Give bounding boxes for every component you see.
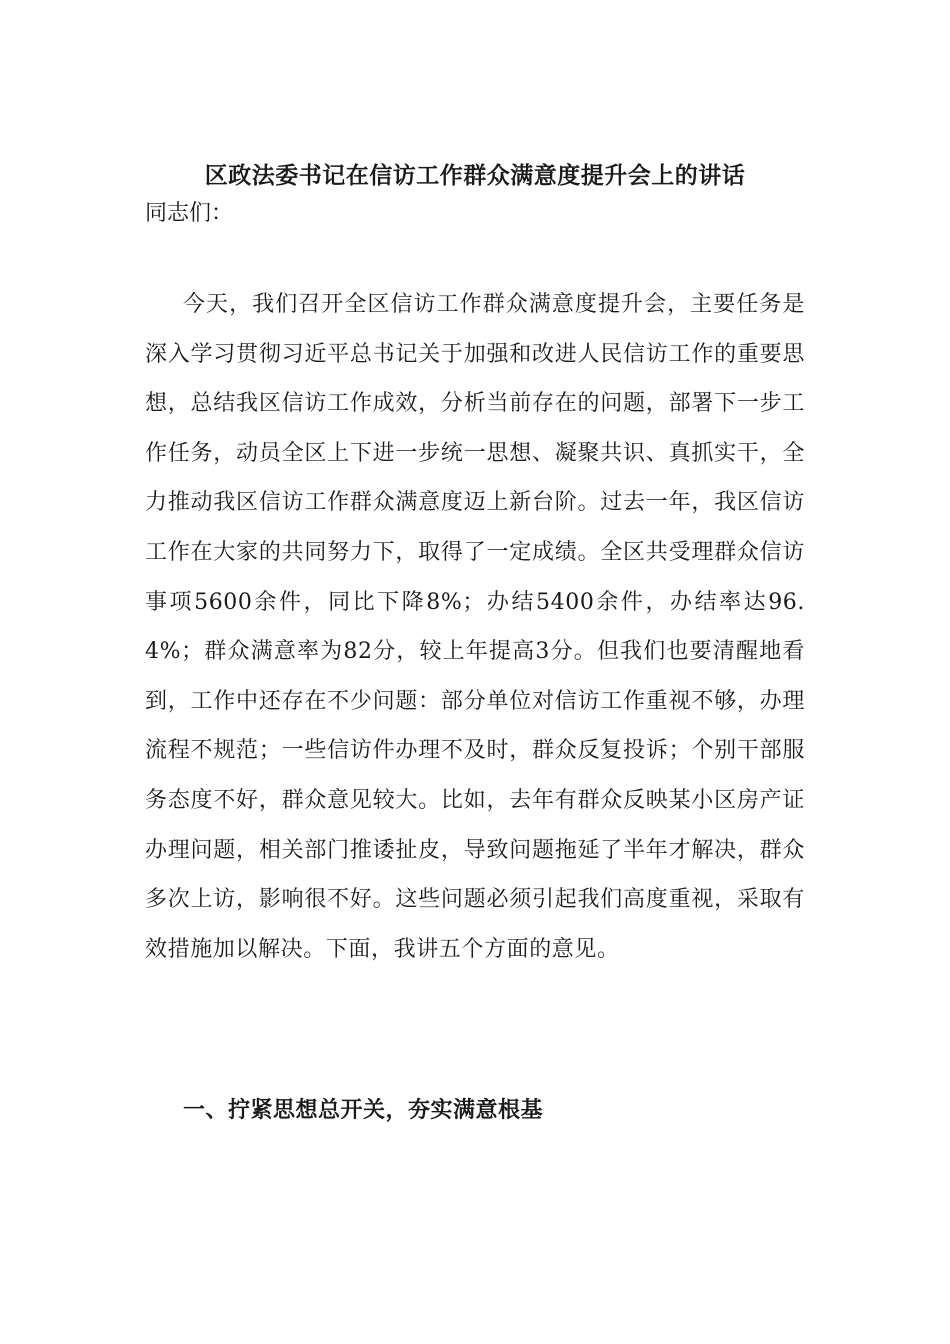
salutation: 同志们： bbox=[145, 201, 234, 226]
body-paragraph: 今天，我们召开全区信访工作群众满意度提升会，主要任务是深入学习贯彻习近平总书记关于加强和改进人民信访工作的重要思想，总结我区信访工作成效，分析当前存在的问题，部署下一步工作任务，动员全区上下进一步统一思想、凝聚共识、真抓实干，全力推动我区信访工作群众满意度迈上新台阶。过去一年，我区信访工作在大家的共同努力下，取得了一定成绩。全区共受理群众信访事项5600余件，同比下降8%；办结5400余件，办结率达96.4%；群众满意率为82分，较上年提高3分。但我们也要清醒地看到，工作中还存在不少问题：部分单位对信访工作重视不够，办理流程不规范；一些信访件办理不及时，群众反复投诉；个别干部服务态度不好，群众意见较大。比如，去年有群众反映某小区房产证办理问题，相关部门推诿扯皮，导致问题拖延了半年才解决，群众多次上访，影响很不好。这些问题必须引起我们高度重视，采取有效措施加以解决。下面，我讲五个方面的意见。 bbox=[145, 292, 805, 962]
section-heading: 一、拧紧思想总开关，夯实满意根基 bbox=[183, 1097, 544, 1123]
document-title: 区政法委书记在信访工作群众满意度提升会上的讲话 bbox=[204, 162, 746, 189]
